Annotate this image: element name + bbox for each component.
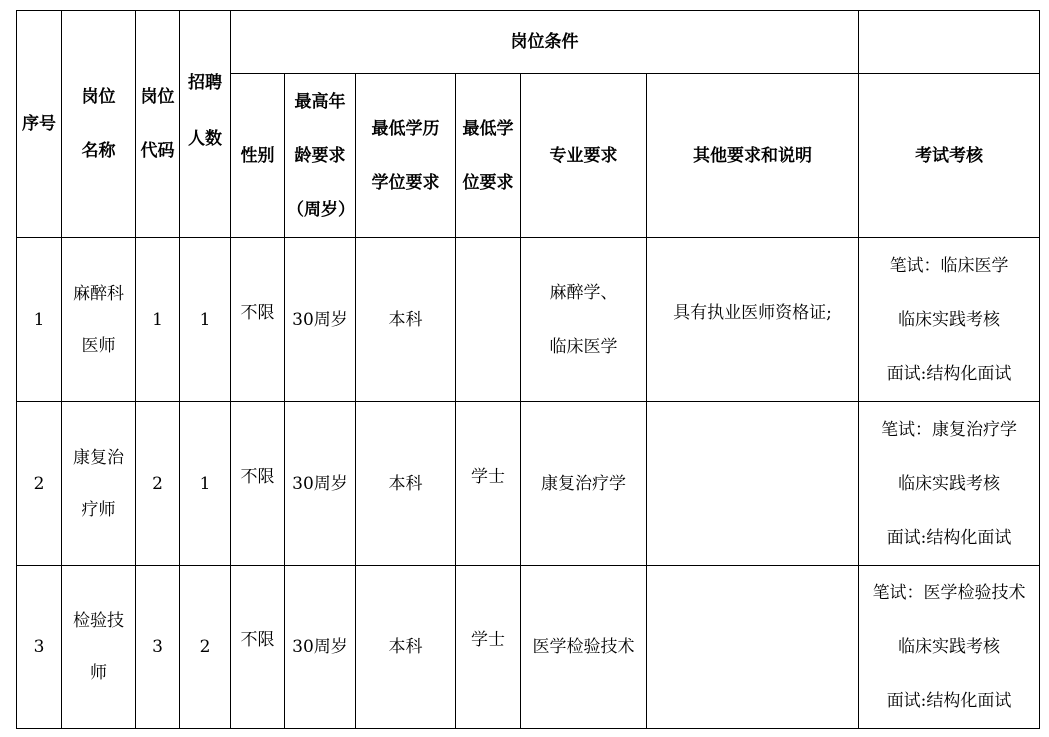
cell-major-line: 医学检验技术 (532, 637, 635, 657)
header-seq: 序号 (17, 11, 62, 238)
cell-exam (859, 566, 1040, 729)
cell-max-age: 30周岁 (285, 402, 356, 566)
cell-exam-line: 笔试：医学检验技术 (872, 583, 1026, 603)
table-row (17, 238, 1040, 402)
header-min-edu-line: 最低学历 (371, 118, 440, 139)
header-min-degree-line: 最低学 (462, 118, 514, 139)
cell-other (647, 402, 859, 566)
cell-post-name (62, 402, 136, 566)
cell-major (521, 402, 647, 566)
cell-recruit-count: 1 (180, 238, 231, 402)
cell-seq: 1 (17, 238, 62, 402)
cell-major-line: 麻醉学、 (549, 282, 618, 303)
header-post-code-line: 岗位 (140, 87, 175, 107)
header-max-age-line: 最高年 (294, 91, 346, 112)
cell-max-age: 30周岁 (285, 238, 356, 402)
cell-max-age: 30周岁 (285, 566, 356, 729)
cell-min-degree: 学士 (456, 402, 521, 566)
header-post-name-line: 岗位 (81, 87, 116, 107)
header-min-edu (356, 74, 456, 238)
cell-post-name-line: 检验技 (73, 611, 124, 631)
cell-major-line: 临床医学 (549, 336, 618, 357)
header-row-1 (17, 11, 1040, 74)
header-major: 专业要求 (521, 74, 647, 238)
cell-post-code: 2 (136, 402, 180, 566)
header-max-age-line: 龄要求 (294, 145, 346, 166)
cell-min-degree (456, 238, 521, 402)
header-other: 其他要求和说明 (647, 74, 859, 238)
header-min-degree-line: 位要求 (462, 172, 514, 193)
cell-post-code: 1 (136, 238, 180, 402)
header-max-age-line: （周岁） (287, 199, 355, 220)
cell-post-name (62, 566, 136, 729)
header-min-degree (456, 74, 521, 238)
cell-exam-line: 面试:结构化面试 (886, 363, 1012, 384)
cell-exam-line: 临床实践考核 (898, 637, 1001, 657)
cell-gender: 不限 (231, 402, 285, 566)
cell-min-edu: 本科 (356, 402, 456, 566)
cell-gender: 不限 (231, 238, 285, 402)
cell-gender: 不限 (231, 566, 285, 729)
cell-post-name-line: 疗师 (81, 499, 116, 520)
cell-seq: 2 (17, 402, 62, 566)
header-post-code (136, 11, 180, 238)
cell-exam-line: 临床实践考核 (898, 473, 1001, 494)
cell-exam-line: 笔试：临床医学 (889, 255, 1009, 276)
cell-major (521, 566, 647, 729)
cell-recruit-count: 1 (180, 402, 231, 566)
cell-exam-line: 面试:结构化面试 (886, 527, 1012, 548)
cell-exam (859, 238, 1040, 402)
cell-major (521, 238, 647, 402)
cell-other: 具有执业医师资格证; (647, 238, 859, 402)
recruitment-table (16, 10, 1040, 729)
cell-min-degree: 学士 (456, 566, 521, 729)
header-recruit-count-line: 招聘 (188, 73, 222, 93)
cell-post-code: 3 (136, 566, 180, 729)
cell-post-name-line: 麻醉科 (73, 283, 124, 304)
header-recruit-count-line: 人数 (188, 129, 222, 149)
cell-major-line: 康复治疗学 (541, 473, 626, 494)
cell-exam-line: 笔试：康复治疗学 (881, 419, 1018, 440)
header-post-name (62, 11, 136, 238)
header-exam: 考试考核 (859, 74, 1040, 238)
cell-exam-line: 临床实践考核 (898, 309, 1001, 330)
header-post-code-line: 代码 (140, 141, 175, 161)
cell-post-name (62, 238, 136, 402)
cell-exam (859, 402, 1040, 566)
cell-min-edu: 本科 (356, 238, 456, 402)
header-min-edu-line: 学位要求 (371, 172, 440, 193)
cell-post-name-line: 医师 (81, 335, 116, 356)
cell-post-name-line: 师 (90, 663, 107, 683)
table-row (17, 402, 1040, 566)
header-post-name-line: 名称 (81, 141, 116, 161)
header-recruit-count (180, 11, 231, 238)
cell-min-edu: 本科 (356, 566, 456, 729)
table-row (17, 566, 1040, 729)
cell-seq: 3 (17, 566, 62, 729)
header-blank (859, 11, 1040, 74)
cell-recruit-count: 2 (180, 566, 231, 729)
header-conditions: 岗位条件 (231, 11, 859, 74)
cell-exam-line: 面试:结构化面试 (886, 691, 1012, 711)
header-gender: 性别 (231, 74, 285, 238)
cell-other (647, 566, 859, 729)
header-max-age (285, 74, 356, 238)
cell-post-name-line: 康复治 (73, 447, 124, 468)
